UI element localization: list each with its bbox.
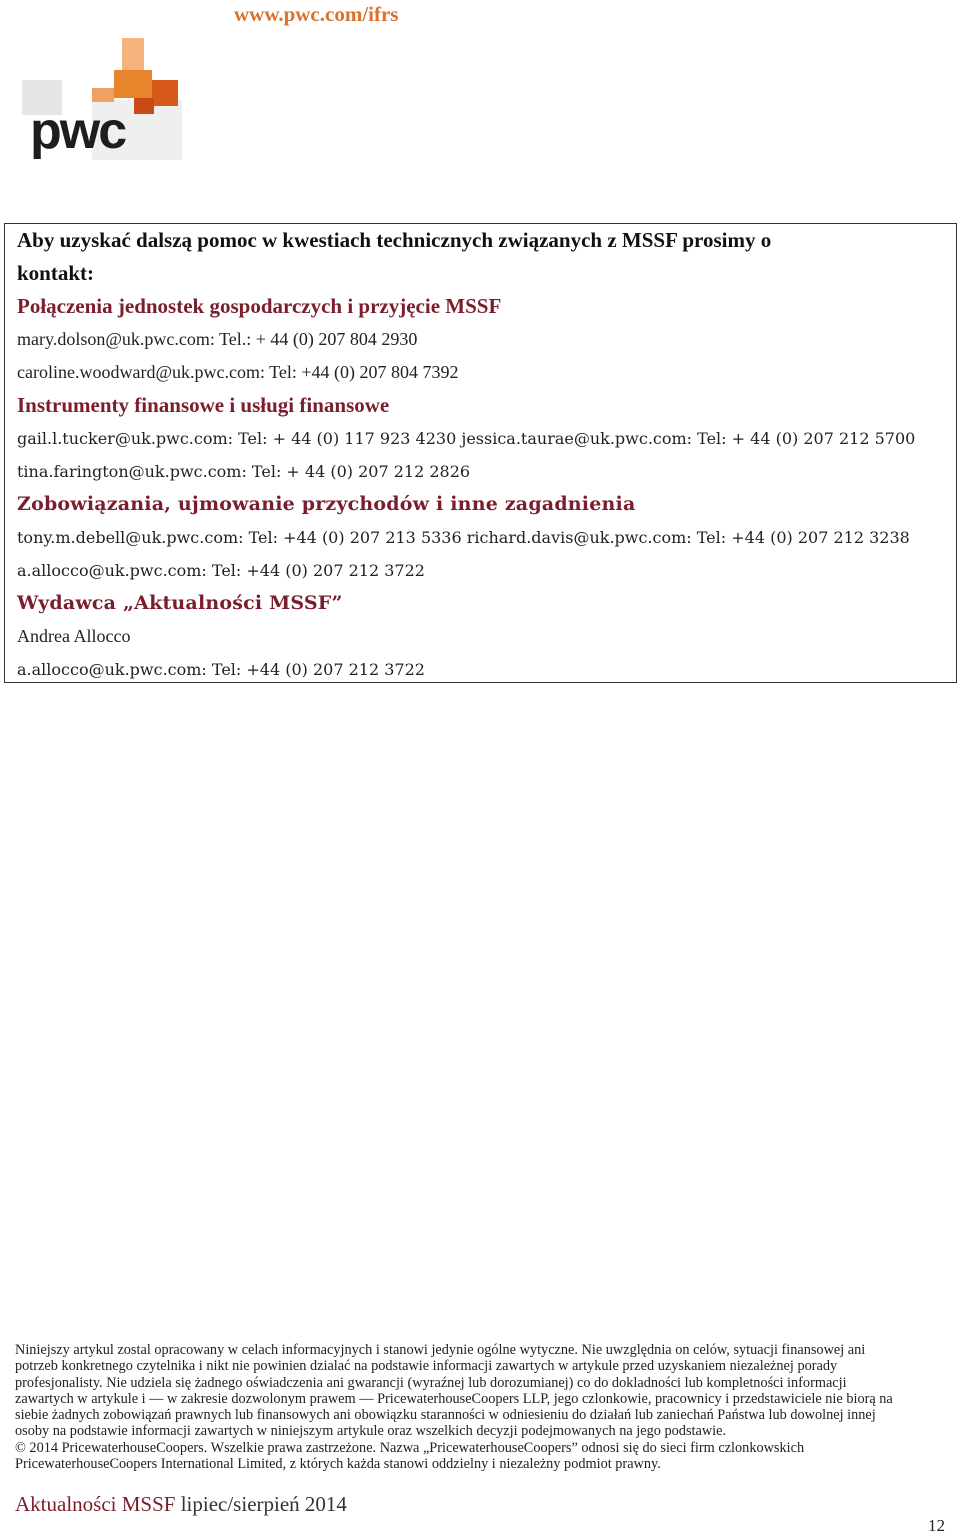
- disclaimer-line: potrzeb konkretnego czytelnika i nikt nie powinien dzialać na podstawie informacji zawartych w artykule przed uzyskaniem niezależnej porady: [15, 1358, 838, 1375]
- copyright-line: PricewaterhouseCoopers International Limited, z których każda stanowi oddzielny i niezależny podmiot prawny.: [15, 1456, 661, 1473]
- intro-text-line2: kontakt:: [17, 261, 95, 285]
- page-number: 12: [928, 1516, 945, 1535]
- publisher-name: Andrea Allocco: [17, 626, 131, 646]
- pwc-logo-icon: [22, 30, 202, 180]
- heading-financial-instruments: Instrumenty finansowe i usługi finansowe: [17, 393, 390, 417]
- footer-title: [15, 1492, 347, 1517]
- footer-issue-date: lipiec/sierpień 2014: [180, 1492, 347, 1516]
- contact-line[interactable]: a.allocco@uk.pwc.com: Tel: +44 (0) 207 212 3722: [17, 660, 425, 679]
- disclaimer-line: Niniejszy artykul zostal opracowany w celach informacyjnych i stanowi jedynie ogólne wytyczne. Nie uwzględnia on celów, sytuacji finansowej ani: [15, 1342, 866, 1358]
- heading-combinations: Połączenia jednostek gospodarczych i przyjęcie MSSF: [17, 294, 502, 318]
- disclaimer-line: zawartych w artykule i — w zakresie dozwolonym prawem — PricewaterhouseCoopers LLP, jego czlonkowie, pracownicy i przedstawiciele nie biorą na: [15, 1390, 893, 1407]
- contact-line[interactable]: gail.l.tucker@uk.pwc.com: Tel: + 44 (0) 117 923 4230 jessica.taurae@uk.pwc.com: Tel: + 44 (0) 207 212 5700: [17, 429, 916, 448]
- header-url[interactable]: www.pwc.com/ifrs: [234, 2, 399, 26]
- intro-text-line1: Aby uzyskać dalszą pomoc w kwestiach technicznych związanych z MSSF prosimy o: [17, 228, 772, 252]
- heading-liabilities: Zobowiązania, ujmowanie przychodów i inne zagadnienia: [17, 493, 636, 515]
- logo-wordmark: pwc: [30, 102, 126, 160]
- disclaimer: [15, 1342, 950, 1472]
- contact-line[interactable]: mary.dolson@uk.pwc.com: Tel.: + 44 (0) 207 804 2930: [17, 329, 418, 349]
- copyright-line: © 2014 PricewaterhouseCoopers. Wszelkie prawa zastrzeżone. Nazwa „PricewaterhouseCoopers” odnosi się do sieci firm czlonkowskich: [15, 1439, 805, 1456]
- disclaimer-line: osoby na podstawie informacji zawartych w niniejszym artykule oraz wszelkich decyzji podejmowanych na jego podstawie.: [15, 1423, 727, 1440]
- contact-line[interactable]: tina.farington@uk.pwc.com: Tel: + 44 (0) 207 212 2826: [17, 462, 471, 481]
- contact-line[interactable]: caroline.woodward@uk.pwc.com: Tel: +44 (0) 207 804 7392: [17, 362, 459, 382]
- disclaimer-line: profesjonalisty. Nie udziela się żadnego oświadczenia ani gwarancji (wyraźnej lub dorozumianej) co do dokladności lub kompletności informacji: [15, 1374, 847, 1391]
- contact-line[interactable]: tony.m.debell@uk.pwc.com: Tel: +44 (0) 207 213 5336 richard.davis@uk.pwc.com: Tel: +44 (0) 207 212 3238: [17, 528, 910, 547]
- pwc-logo: [22, 30, 202, 180]
- contact-line[interactable]: a.allocco@uk.pwc.com: Tel: +44 (0) 207 212 3722: [17, 561, 425, 580]
- footer-publication-name: Aktualności MSSF: [15, 1492, 176, 1516]
- contact-box: [4, 223, 957, 683]
- disclaimer-line: siebie żadnych zobowiązań prawnych lub finansowych ani obowiązku staranności w odniesieniu do działań lub zaniechań Państwa lub dowolnej innej: [15, 1407, 876, 1424]
- heading-publisher: Wydawca „Aktualności MSSF”: [17, 592, 343, 614]
